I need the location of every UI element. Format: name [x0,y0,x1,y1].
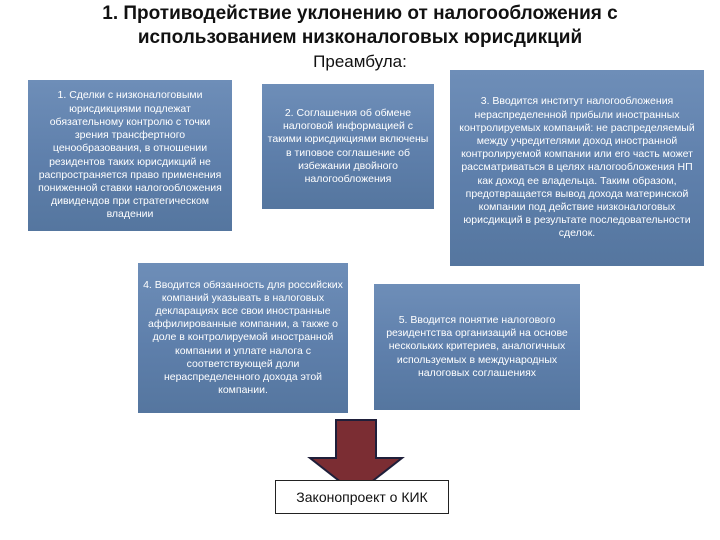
preamble-heading: Преамбула: [313,52,407,71]
slide-title [0,2,720,50]
measure-text-1: 1. Сделки с низконалоговыми юрисдикциями подлежат обязательному контролю с точки зрения трансфертного ценообразования, в отношении резидентов таких юрисдикций не распространяется право применения пониженной ставки налогообложения дивидендов при стратегическом владении [38,89,222,221]
measure-text-2: 2. Соглашения об обмене налоговой информацией с такими юрисдикциями включены в типовое соглашение об избежании двойного налогообложения [267,106,429,185]
measure-box-3 [450,70,704,266]
measure-text-5: 5. Вводится понятие налогового резидентства организаций на основе нескольких критериев, аналогичных используемых в международных налоговых соглашениях [386,313,568,379]
measure-text-4: 4. Вводится обязанность для российских компаний указывать в налоговых декларациях все свои иностранные аффилированные компании, а также о доле в контролируемой иностранной компании и уплате налога с соответствующей доли нераспределенного дохода этой компании. [143,278,343,397]
kik-bill-label: Законопроект о КИК [296,489,428,505]
kik-bill-box [275,480,449,514]
measure-box-4 [138,263,348,413]
measure-box-5 [374,284,580,410]
measure-box-2 [262,84,434,209]
measure-text-3: 3. Вводится институт налогообложения нераспределенной прибыли иностранных контролируемых компаний: не распределяемый между учредителями доход иностранной контролируемой компании или его часть может рассматриваться в целях налогообложения НП как доход ее владельца. Таким образом, предотвращается вывод дохода материнской компании под действие низконалоговых юрисдикций в результате последовательности сделок. [459,95,695,240]
measure-box-1 [28,80,232,231]
title-line-1: 1. Противодействие уклонению от налогообложения с [102,3,618,24]
title-line-2: использованием низконалоговых юрисдикций [137,27,583,48]
